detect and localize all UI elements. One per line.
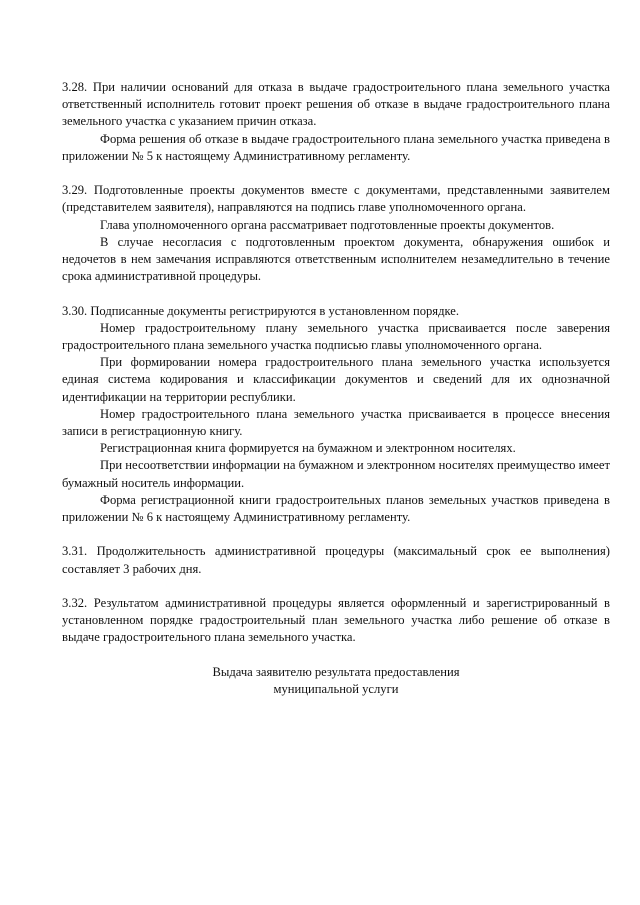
paragraph: 3.28. При наличии оснований для отказа в выдаче градостроительного плана земельного участка ответственный исполнитель готовит проект решения об отказе в выдаче градостроительного плана земельного участка с указанием причин отказа.	[62, 80, 610, 129]
paragraph: 3.31. Продолжительность административной процедуры (максимальный срок ее выполнения) составляет 3 рабочих дня.	[62, 544, 610, 576]
section-3-30	[62, 303, 610, 527]
paragraph: Номер градостроительному плану земельного участка присваивается после заверения градостроительного плана земельного участка подписью главы уполномоченного органа.	[62, 320, 610, 353]
paragraph: В случае несогласия с подготовленным проектом документа, обнаружения ошибок и недочетов в нем замечания исправляются ответственным исполнителем незамедлительно в течение срока административной процедуры.	[62, 234, 610, 284]
section-3-31	[62, 543, 610, 577]
paragraph: 3.30. Подписанные документы регистрируются в установленном порядке.	[62, 303, 460, 318]
paragraph: Форма регистрационной книги градостроительных планов земельных участков приведена в приложении № 6 к настоящему Административному регламенту.	[62, 492, 610, 525]
heading-line-2: муниципальной услуги	[273, 682, 399, 697]
paragraph: 3.29. Подготовленные проекты документов вместе с документами, представленными заявителем (представителем заявителя), направляются на подпись главе уполномоченного органа.	[62, 183, 610, 215]
paragraph: Глава уполномоченного органа рассматривает подготовленные проекты документов.	[100, 217, 555, 232]
heading-line-1: Выдача заявителю результата предоставления	[212, 664, 460, 679]
section-3-32	[62, 595, 610, 647]
paragraph: 3.32. Результатом административной процедуры является оформленный и зарегистрированный в установленном порядке градостроительный план земельного участка либо решение об отказе в выдаче градостроительного плана земельного участка.	[62, 596, 610, 645]
paragraph: Регистрационная книга формируется на бумажном и электронном носителях.	[100, 441, 516, 456]
paragraph: Форма решения об отказе в выдаче градостроительного плана земельного участка приведена в приложении № 5 к настоящему Административному регламенту.	[62, 131, 610, 163]
paragraph: При несоответствии информации на бумажном и электронном носителях преимущество имеет бумажный носитель информации.	[62, 458, 610, 490]
section-3-29	[62, 182, 610, 285]
section-heading	[62, 664, 610, 698]
document-page	[62, 79, 610, 698]
paragraph: Номер градостроительного плана земельного участка присваивается в процессе внесения записи в регистрационную книгу.	[62, 406, 610, 439]
paragraph: При формировании номера градостроительного плана земельного участка используется единая система кодирования и классификации документов и сведений для их однозначной идентификации на территории республики.	[62, 355, 610, 404]
section-3-28	[62, 79, 610, 165]
